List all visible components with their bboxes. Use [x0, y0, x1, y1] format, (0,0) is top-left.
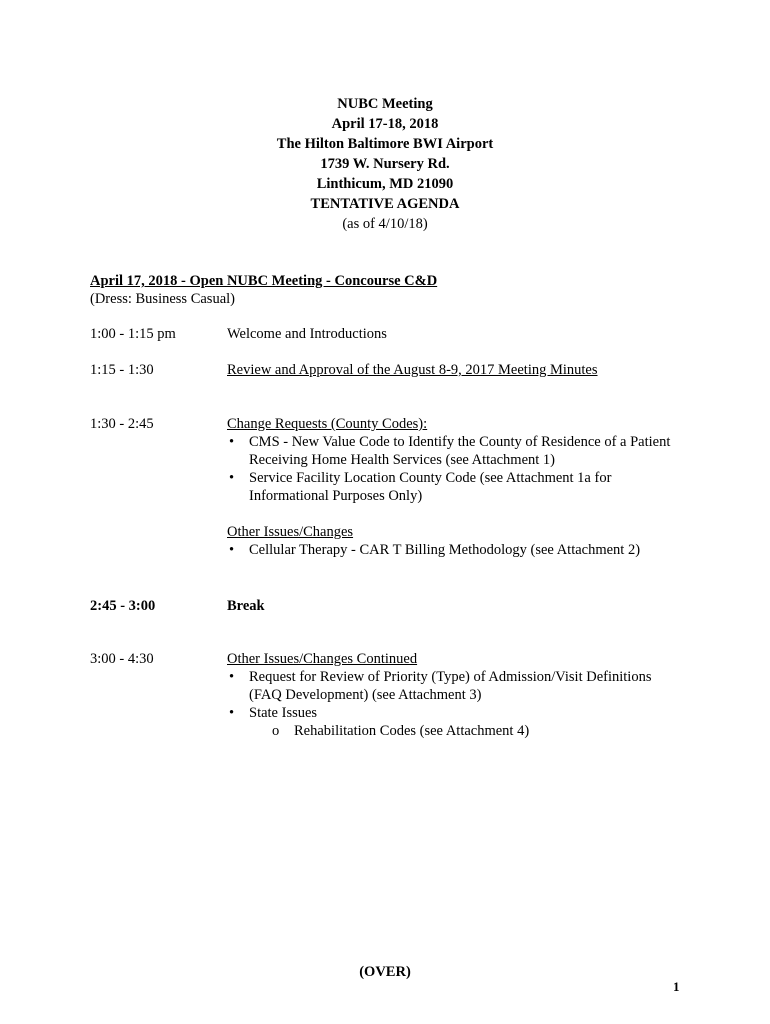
- list-item: • Service Facility Location County Code (see Attachment 1a for Informational Purposes Only): [227, 469, 687, 505]
- over-note: (OVER): [359, 964, 411, 980]
- list-item: • Request for Review of Priority (Type) of Admission/Visit Definitions (FAQ Development) (see Attachment 3): [227, 668, 687, 704]
- as-of-date: (as of 4/10/18): [342, 216, 428, 232]
- venue-street: 1739 W. Nursery Rd.: [320, 156, 450, 172]
- agenda-time: 2:45 - 3:00: [90, 598, 156, 614]
- sub-list-item: o Rehabilitation Codes (see Attachment 4): [227, 722, 687, 740]
- venue-city: Linthicum, MD 21090: [316, 176, 454, 192]
- agenda-topic: Welcome and Introductions: [227, 326, 387, 342]
- dress-code: (Dress: Business Casual): [90, 291, 235, 307]
- document-header: [0, 94, 770, 234]
- agenda-topic: Break: [227, 598, 265, 614]
- agenda-time: 1:30 - 2:45: [90, 416, 154, 432]
- list-item: • State Issues: [227, 704, 687, 722]
- agenda-topic: Change Requests (County Codes):: [227, 416, 428, 432]
- bullet-list: [227, 541, 687, 559]
- list-item: • CMS - New Value Code to Identify the County of Residence of a Patient Receiving Home Health Services (see Attachment 1): [227, 433, 687, 469]
- bullet-list: [227, 433, 687, 505]
- agenda-topic-block: [227, 650, 687, 740]
- agenda-label: TENTATIVE AGENDA: [310, 196, 460, 212]
- meeting-title: NUBC Meeting: [337, 96, 433, 112]
- day-heading: April 17, 2018 - Open NUBC Meeting - Concourse C&D: [90, 273, 438, 289]
- day-heading-block: [90, 272, 437, 308]
- meeting-dates: April 17-18, 2018: [331, 116, 439, 132]
- agenda-topic: Review and Approval of the August 8-9, 2017 Meeting Minutes: [227, 362, 598, 378]
- meeting-venue: The Hilton Baltimore BWI Airport: [276, 136, 494, 152]
- page-number: 1: [673, 979, 680, 994]
- agenda-topic-block: [227, 415, 687, 559]
- agenda-topic: Other Issues/Changes Continued: [227, 651, 418, 667]
- agenda-time: 1:00 - 1:15 pm: [90, 326, 176, 342]
- bullet-list: [227, 668, 687, 740]
- agenda-time: 3:00 - 4:30: [90, 651, 154, 667]
- agenda-time: 1:15 - 1:30: [90, 362, 154, 378]
- agenda-subheading: Other Issues/Changes: [227, 524, 354, 540]
- list-item: • Cellular Therapy - CAR T Billing Methodology (see Attachment 2): [227, 541, 687, 559]
